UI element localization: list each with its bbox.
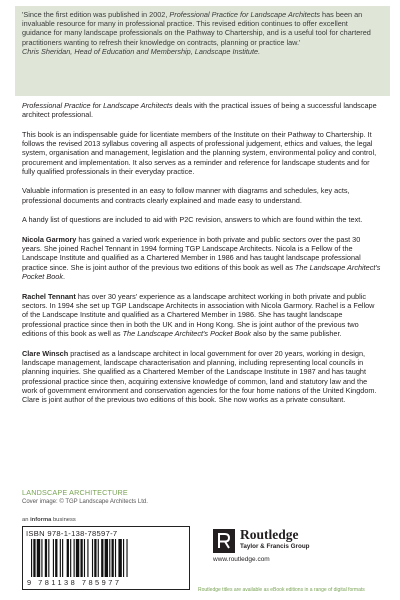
publisher-name: Routledge	[240, 527, 299, 542]
endorsement-text: 'Since the first edition was published in 2002, Professional Practice for Landscape Architects has been an invaluable resource for many in professional practice. This revised edition continues to offer excellent guidance for many landscape professionals on the Pathway to Chartership, and is a useful tool for chartered practitioners wanting to refresh their knowledge on contracts, planning or practice law.'	[22, 10, 371, 47]
intro-paragraph: Professional Practice for Landscape Architects deals with the practical issues of being a successful landscape architect professional.	[22, 101, 377, 120]
barcode-icon	[31, 539, 181, 577]
cover-credit: Cover image: © TGP Landscape Architects Ltd.	[22, 499, 148, 505]
ebook-footnote: Routledge titles are available as eBook editions in a range of digital formats	[198, 587, 365, 593]
barcode-panel	[22, 526, 190, 590]
author-name: Clare Winsch	[22, 349, 69, 359]
description-paragraph: Valuable information is presented in an easy to follow manner with diagrams and schedules, key acts, professional documents and contracts clearly explained and made easy to understand.	[22, 186, 350, 205]
barcode-number: 9 781138 785977	[27, 578, 122, 587]
informa-brand: informa	[30, 517, 52, 523]
description-paragraph: A handy list of questions are included to aid with P2C revision, answers to which are found within the text.	[22, 215, 363, 225]
endorsement-attribution: Chris Sheridan, Head of Education and Membership, Landscape Institute.	[22, 46, 261, 56]
description-paragraph: This book is an indispensable guide for licentiate members of the Institute on their Pathway to Chartership. It follows the revised 2013 syllabus covering all aspects of professional judgement, ethics and values, the legal system, organisation and management, legislation and the planning system, environmental policy and control, procurement and implementation. It also serves as a reminder and reference for landscape students and for fully qualified professionals in their everyday practice.	[22, 129, 377, 176]
routledge-logo-icon	[213, 529, 235, 553]
author-bio-tennant: Rachel Tennant has over 30 years' experience as a landscape architect working in both private and public sectors. In 1994 she set up TGP Landscape Architects in association with Nicola Garmory. Rachel is a Fellow of the Landscape Institute and qualified as a Chartered Member in 1986. She has taught landscape professional practice since then in both the UK and in Hong Kong. She is joint author of the previous two editions of this book as well as The Landscape Architect's Pocket Book also by the same publisher.	[22, 292, 375, 338]
author-bio-garmory: Nicola Garmory has gained a varied work experience in both private and public sectors over the past 30 years. She joined Rachel Tennant in 1994 forming TGP Landscape Architects. Nicola is a Fellow of the Landscape Institute and qualified as a Chartered Member in 1986 and has taught landscape professional practice since. She is joint author of the previous two editions of this book as well as The Landscape Architect's Pocket Book.	[22, 235, 381, 281]
endorsement-quote	[22, 10, 377, 56]
informa-tagline: an informa business	[22, 517, 76, 523]
publisher-website[interactable]: www.routledge.com	[213, 556, 270, 563]
blurb	[22, 101, 382, 415]
author-bio-winsch: Clare Winsch practised as a landscape architect in local government for over 20 years, working in design, landscape management, landscape characterisation and planning, including representing local councils in planning inquiries. She qualified as a Chartered Member of the Landscape Institute in 1987 and has taught professional practice since then, acquiring extensive knowledge of common, land and statutory law and the work of government environment and conservation agencies for the four home nations of the United Kingdom. Clare is joint author of the previous two editions of this book. She now works as a private consultant.	[22, 349, 377, 405]
author-name: Rachel Tennant	[22, 292, 76, 302]
isbn: ISBN 978-1-138-78597-7	[26, 529, 118, 538]
publisher-group: Taylor & Francis Group	[240, 543, 310, 550]
author-name: Nicola Garmory	[22, 235, 77, 245]
subject-category: LANDSCAPE ARCHITECTURE	[22, 488, 128, 497]
